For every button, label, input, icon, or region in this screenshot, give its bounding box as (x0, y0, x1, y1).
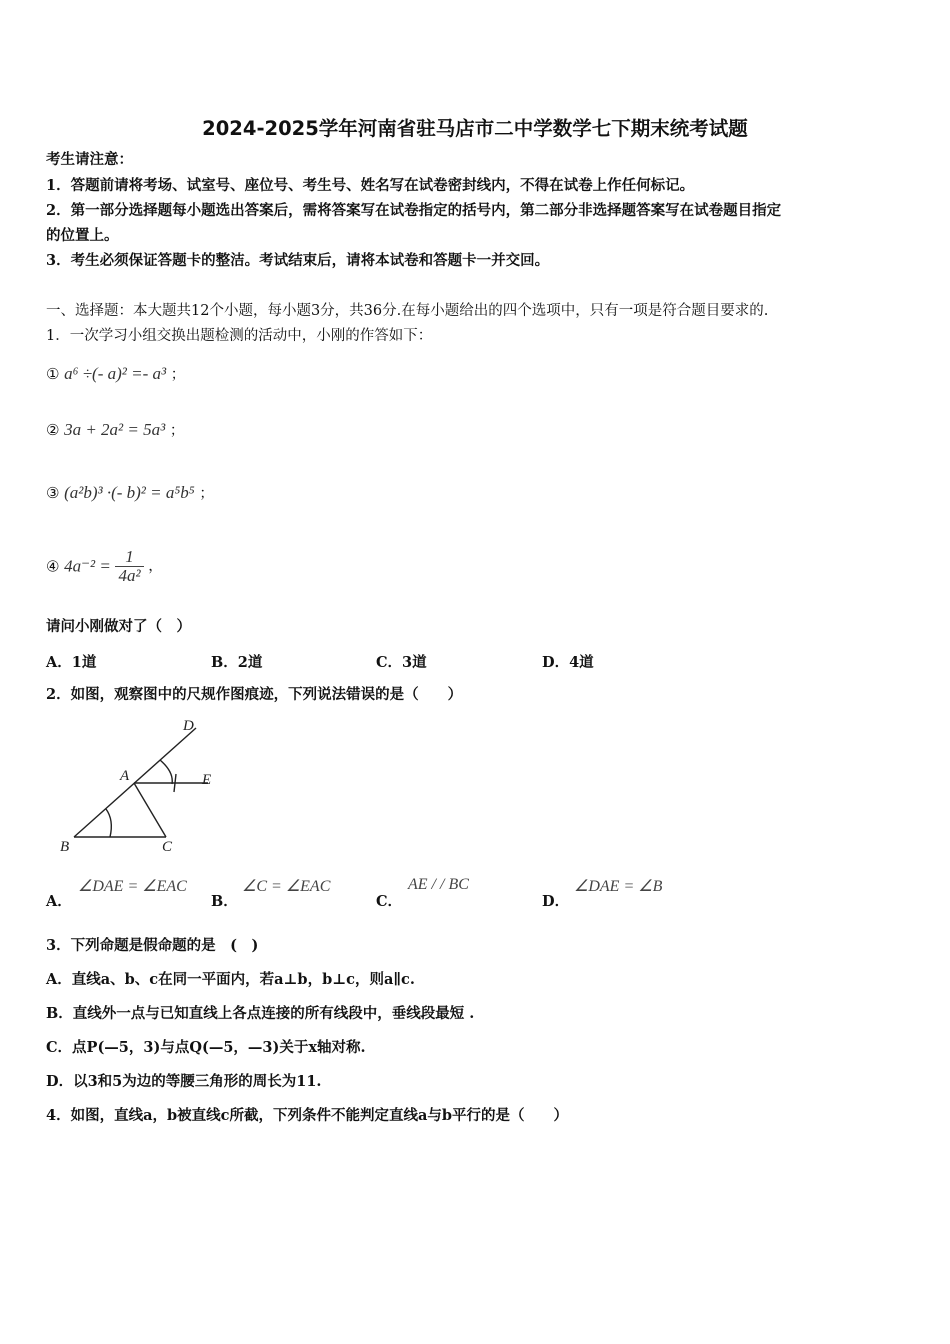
figure-lines (74, 728, 208, 837)
item-mark: ① (46, 365, 60, 383)
fraction-numerator: 1 (115, 548, 143, 567)
q1-option-b[interactable]: B．2道 (211, 654, 263, 671)
item-end: ； (169, 423, 185, 439)
label-b: B (60, 839, 70, 855)
q3-option-d[interactable]: D．以3和5为边的等腰三角形的周长为11. (46, 1073, 322, 1090)
label-d: D (183, 718, 194, 734)
q2-option-a-letter[interactable]: A． (46, 893, 72, 910)
q4-stem: 4．如图，直线a，b被直线c所截，下列条件不能判定直线a与b平行的是（ ） (46, 1107, 568, 1124)
label-c: C (162, 839, 173, 855)
q1-item-2 (46, 420, 184, 441)
q1-stem: 1．一次学习小组交换出题检测的活动中，小刚的作答如下： (46, 328, 433, 344)
item-end: ； (199, 486, 214, 502)
compass-construction-figure (50, 712, 230, 860)
segment-ac (134, 783, 166, 837)
item-end: ； (170, 367, 186, 383)
notice-item-1: 1．答题前请将考场、试室号、座位号、考生号、姓名写在试卷密封线内，不得在试卷上作任何标记。 (46, 177, 695, 194)
q2-option-b-letter[interactable]: B． (211, 893, 238, 910)
item-mark: ④ (46, 557, 60, 576)
notice-item-3: 3．考生必须保证答题卡的整洁。考试结束后，请将本试卷和答题卡一并交回。 (46, 252, 550, 269)
q3-stem: 3．下列命题是假命题的是 ( ) (46, 937, 259, 954)
item-mark: ② (46, 421, 60, 439)
q2-option-c-letter[interactable]: C． (376, 893, 403, 910)
item-mark: ③ (46, 484, 60, 502)
q1-option-a[interactable]: A．1道 (46, 654, 97, 671)
arc-tick (174, 774, 176, 792)
notice-item-2: 2．第一部分选择题每小题选出答案后，需将答案写在试卷指定的括号内，第二部分非选择题答案写在试卷题目指定 (46, 202, 782, 219)
q3-option-c[interactable]: C．点P(—5，3)与点Q(—5，—3)关于x轴对称. (46, 1039, 366, 1056)
math-expression: (a²b)³ ·(- b)² = a⁵b⁵ (64, 483, 195, 502)
q2-stem: 2．如图，观察图中的尺规作图痕迹，下列说法错误的是（ ） (46, 686, 463, 703)
q3-option-a[interactable]: A．直线a、b、c在同一平面内，若a⊥b，b⊥c，则a∥c. (46, 971, 415, 988)
section-heading: 一、选择题：本大题共12个小题，每小题3分，共36分.在每小题给出的四个选项中，只有一项是符合题目要求的. (46, 303, 769, 319)
q2-option-a-expr[interactable]: ∠DAE = ∠EAC (78, 878, 187, 895)
q2-option-c-expr[interactable]: AE / / BC (408, 876, 469, 893)
math-expression: a⁶ ÷(- a)² =- a³ (64, 364, 167, 383)
q1-option-c[interactable]: C．3道 (376, 654, 427, 671)
notice-heading: 考生请注意： (46, 151, 133, 168)
label-a: A (120, 768, 130, 784)
q1-ask: 请问小刚做对了（ ） (46, 618, 191, 635)
q1-item-3 (46, 483, 214, 504)
math-expression: 3a + 2a² = 5a³ (64, 420, 166, 439)
item-end: ， (148, 558, 163, 575)
page-title: 2024-2025学年河南省驻马店市二中学数学七下期末统考试题 (202, 117, 748, 140)
q2-option-d-letter[interactable]: D． (542, 893, 570, 910)
q1-item-4 (46, 548, 163, 588)
arc-at-a (160, 760, 172, 784)
arc-at-b (106, 809, 111, 837)
math-expression: 4a⁻² = (64, 556, 111, 576)
q2-option-d-expr[interactable]: ∠DAE = ∠B (574, 878, 663, 895)
q2-option-b-expr[interactable]: ∠C = ∠EAC (242, 878, 331, 895)
fraction (115, 548, 143, 585)
q3-option-b[interactable]: B．直线外一点与已知直线上各点连接的所有线段中，垂线段最短 . (46, 1005, 475, 1022)
label-e: E (202, 772, 212, 788)
q1-option-d[interactable]: D．4道 (542, 654, 594, 671)
notice-item-2-cont: 的位置上。 (46, 227, 119, 244)
fraction-denominator: 4a² (118, 566, 141, 585)
q1-item-1 (46, 364, 185, 385)
